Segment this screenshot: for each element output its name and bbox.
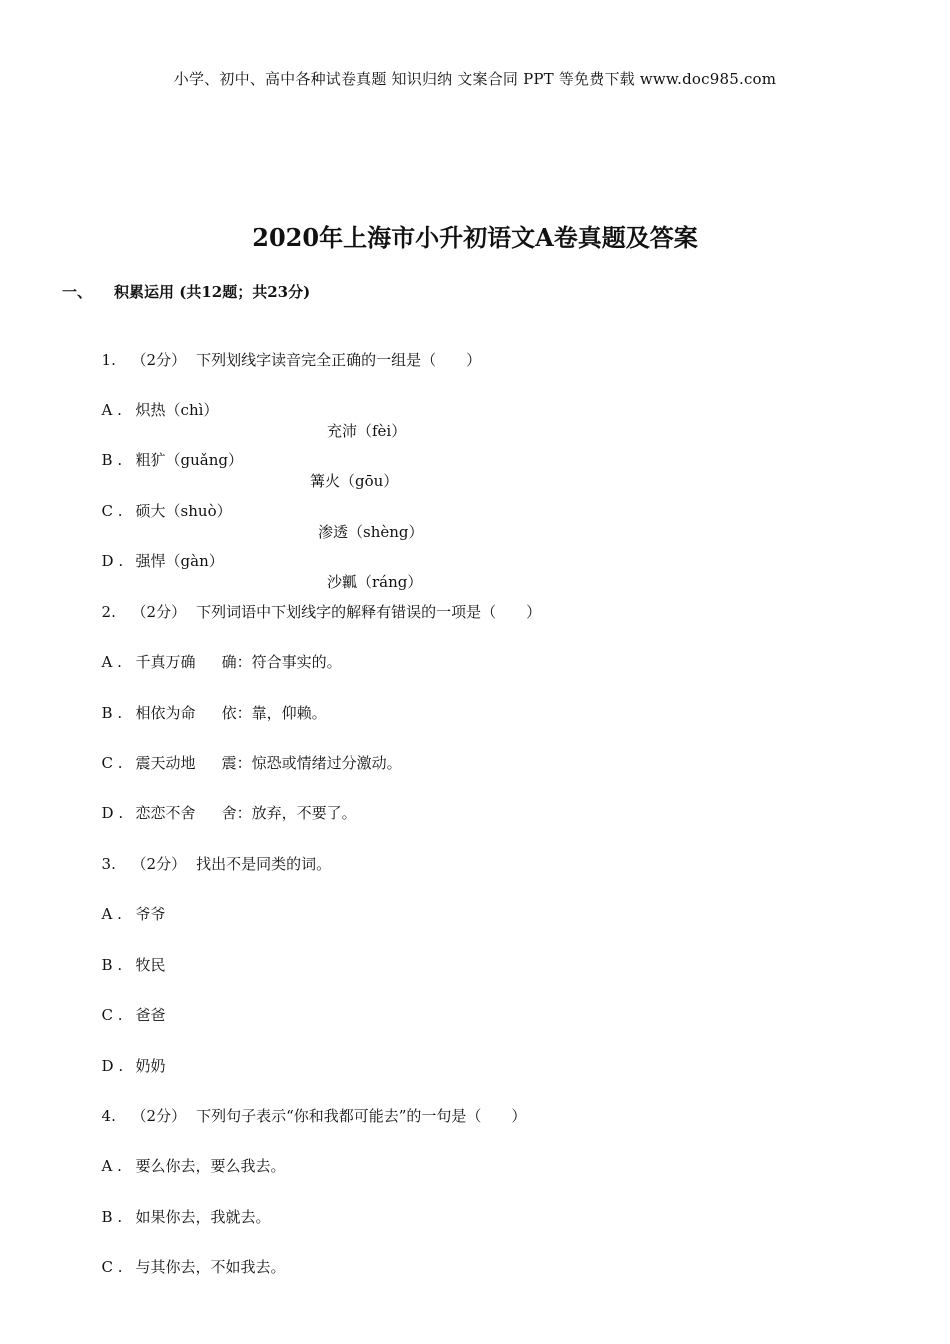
- option-text-secondary: 渗透（shèng）: [318, 523, 424, 541]
- question-text: 下列词语中下划线字的解释有错误的一项是（ ）: [196, 603, 542, 621]
- section-label: 积累运用 (共12题；共23分): [114, 283, 311, 301]
- question-number: 3.: [101, 855, 116, 873]
- option-row: [92, 1238, 286, 1277]
- option-definition: 震：惊恐或情绪过分激动。: [221, 754, 402, 772]
- option-row: [92, 1037, 166, 1076]
- question-text: 下列划线字读音完全正确的一组是（ ）: [196, 351, 482, 369]
- option-row: [92, 885, 166, 924]
- option-text: 要么你去，要么我去。: [135, 1157, 286, 1175]
- option-row: [92, 482, 424, 541]
- question-stem: [92, 835, 331, 874]
- option-text: 粗犷（guǎng）: [135, 451, 244, 469]
- option-text: 相依为命: [135, 704, 196, 722]
- option-text: 千真万确: [135, 653, 196, 671]
- option-text: 爸爸: [135, 1006, 166, 1024]
- option-row: [92, 532, 423, 591]
- option-letter: B .: [101, 1208, 123, 1226]
- question-stem: [92, 583, 541, 622]
- question-score: （2分）: [131, 1107, 187, 1125]
- option-letter: C .: [101, 754, 123, 772]
- option-row: [92, 1137, 286, 1176]
- option-text: 奶奶: [135, 1057, 166, 1075]
- option-text: 牧民: [135, 956, 166, 974]
- option-definition: 舍：放弃，不要了。: [221, 804, 357, 822]
- option-text: 强悍（gàn）: [135, 552, 224, 570]
- option-row: [92, 936, 166, 975]
- option-text: 恋恋不舍: [135, 804, 196, 822]
- option-row: [92, 381, 407, 440]
- option-letter: B .: [101, 451, 123, 469]
- page-header-banner: 小学、初中、高中各种试卷真题 知识归纳 文案合同 PPT 等免费下载 www.doc985.com: [173, 70, 777, 88]
- option-text: 炽热（chì）: [135, 401, 219, 419]
- question-number: 4.: [101, 1107, 116, 1125]
- question-text: 找出不是同类的词。: [196, 855, 332, 873]
- question-number: 1.: [101, 351, 116, 369]
- option-text: 与其你去，不如我去。: [135, 1258, 286, 1276]
- option-row: [92, 684, 327, 723]
- option-definition: 依：靠，仰赖。: [221, 704, 327, 722]
- option-letter: D .: [101, 804, 124, 822]
- option-text-secondary: 沙瓤（ráng）: [327, 573, 423, 591]
- question-score: （2分）: [131, 603, 187, 621]
- section-number: 一、: [62, 283, 93, 301]
- option-text-secondary: 充沛（fèi）: [327, 422, 407, 440]
- option-letter: D .: [101, 552, 124, 570]
- question-text: 下列句子表示“你和我都可能去”的一句是（ ）: [196, 1107, 527, 1125]
- option-letter: A .: [101, 401, 122, 419]
- document-title: 2020年上海市小升初语文A卷真题及答案: [252, 223, 698, 252]
- option-text: 如果你去，我就去。: [135, 1208, 271, 1226]
- option-text: 硕大（shuò）: [135, 502, 232, 520]
- option-row: [92, 784, 357, 823]
- option-letter: A .: [101, 653, 122, 671]
- option-row: [92, 734, 402, 773]
- option-text: 震天动地: [135, 754, 196, 772]
- option-letter: C .: [101, 1258, 123, 1276]
- option-letter: C .: [101, 502, 123, 520]
- option-row: [92, 431, 399, 490]
- option-letter: A .: [101, 905, 122, 923]
- option-text-secondary: 篝火（gōu）: [310, 472, 399, 490]
- question-stem: [92, 331, 481, 370]
- option-letter: A .: [101, 1157, 122, 1175]
- question-number: 2.: [101, 603, 116, 621]
- option-letter: B .: [101, 956, 123, 974]
- option-row: [92, 986, 166, 1025]
- question-score: （2分）: [131, 351, 187, 369]
- option-text: 爷爷: [135, 905, 166, 923]
- option-letter: B .: [101, 704, 123, 722]
- option-row: [92, 633, 342, 672]
- option-definition: 确：符合事实的。: [221, 653, 342, 671]
- section-heading: [62, 281, 310, 302]
- question-score: （2分）: [131, 855, 187, 873]
- question-stem: [92, 1087, 526, 1126]
- option-row: [92, 1188, 271, 1227]
- option-letter: C .: [101, 1006, 123, 1024]
- option-letter: D .: [101, 1057, 124, 1075]
